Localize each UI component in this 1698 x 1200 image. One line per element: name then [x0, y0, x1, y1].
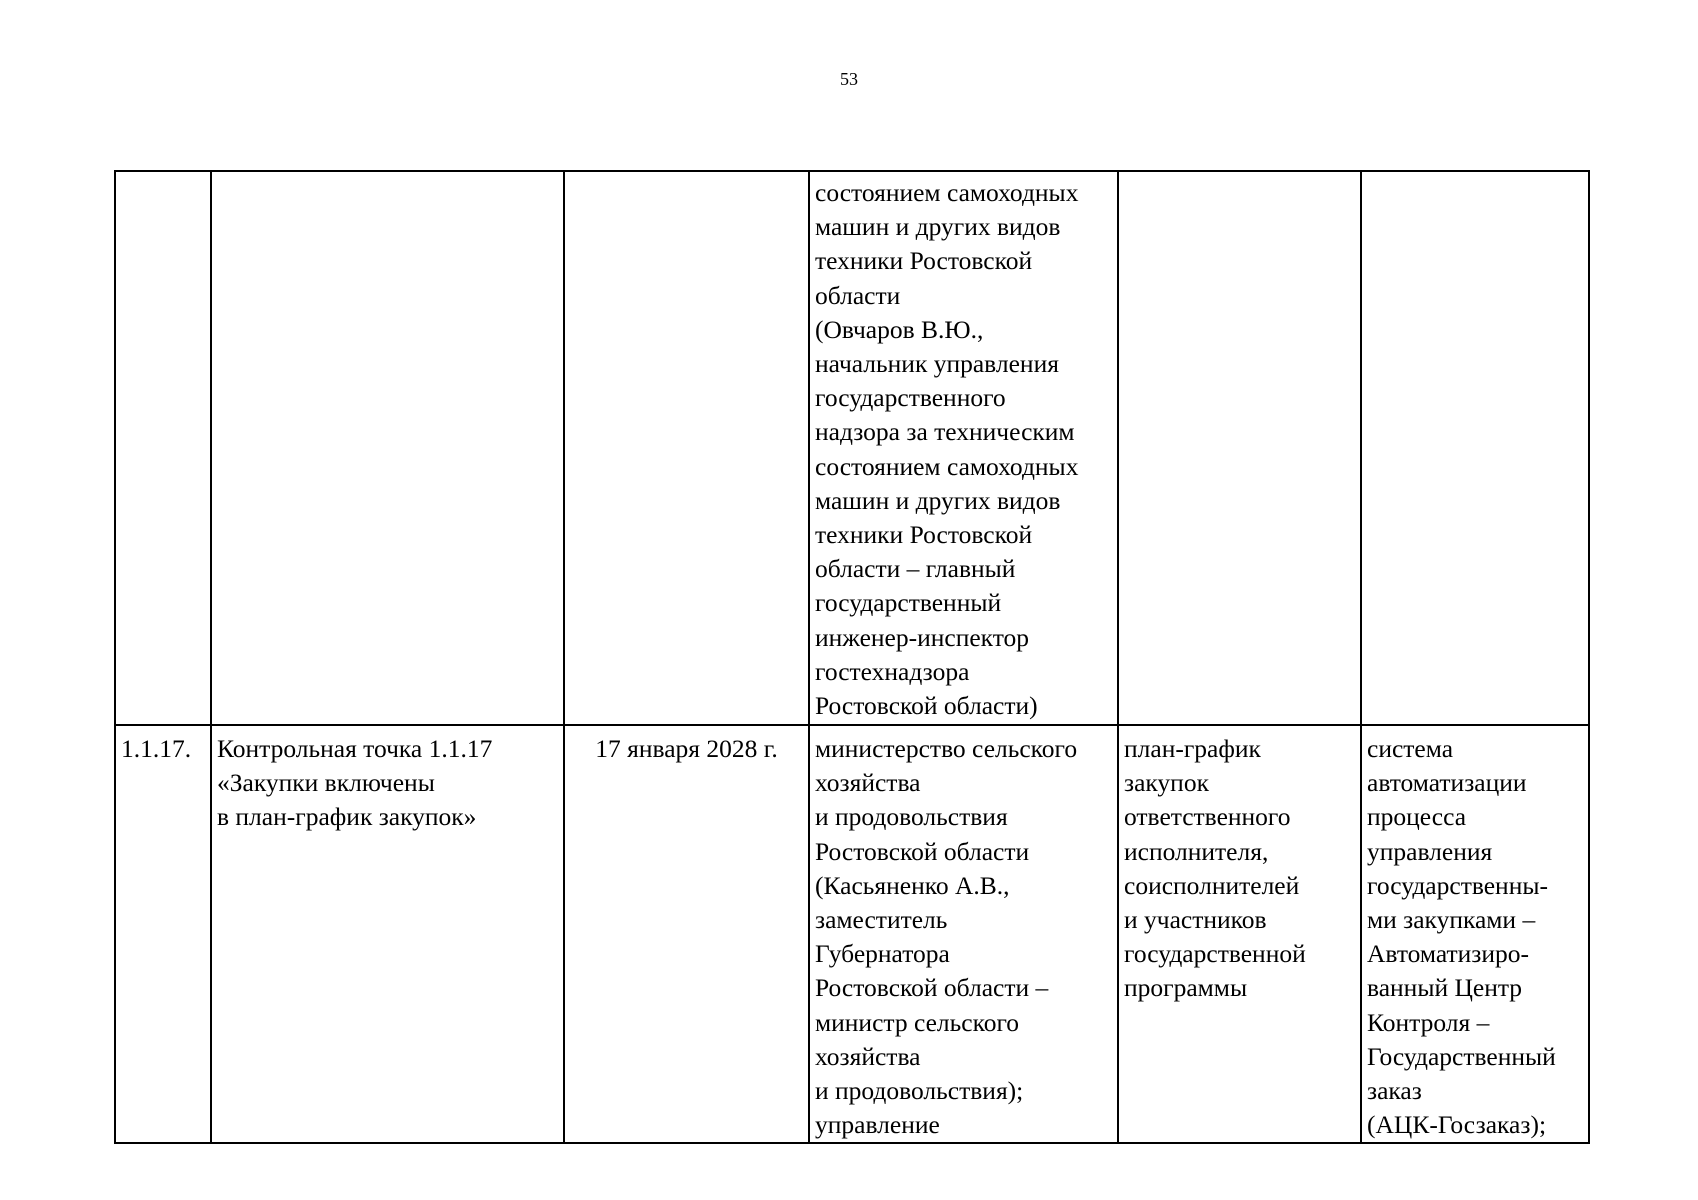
cell-document: план-график закупок ответственного исполнителя, соисполнителей и участников государственной программы [1118, 725, 1361, 1143]
table-row [115, 725, 1589, 1143]
cell-system [1361, 171, 1589, 725]
cell-number [115, 171, 211, 725]
plan-table [114, 170, 1590, 1144]
table-row [115, 171, 1589, 725]
cell-number: 1.1.17. [115, 725, 211, 1143]
cell-name [211, 171, 564, 725]
cell-system: система автоматизации процесса управления государственны- ми закупками – Автоматизиро- ванный Центр Контроля – Государственный заказ (АЦК-Госзаказ); [1361, 725, 1589, 1143]
cell-responsible: министерство сельского хозяйства и продовольствия Ростовской области (Касьяненко А.В., заместитель Губернатора Ростовской области – министр сельского хозяйства и продовольствия); управление [809, 725, 1118, 1143]
cell-date: 17 января 2028 г. [564, 725, 809, 1143]
cell-date [564, 171, 809, 725]
cell-document [1118, 171, 1361, 725]
page-number: 53 [840, 69, 858, 89]
cell-responsible: состоянием самоходных машин и других видов техники Ростовской области (Овчаров В.Ю., начальник управления государственного надзора за техническим состоянием самоходных машин и других видов техники Ростовской области – главный государственный инженер-инспектор гостехнадзора Ростовской области) [809, 171, 1118, 725]
cell-name: Контрольная точка 1.1.17 «Закупки включены в план-график закупок» [211, 725, 564, 1143]
